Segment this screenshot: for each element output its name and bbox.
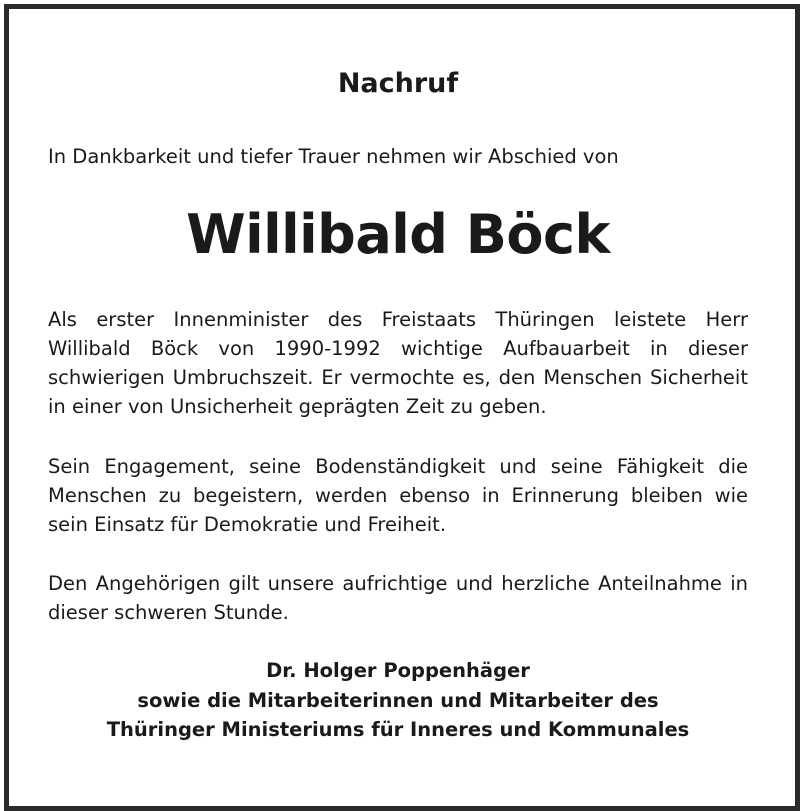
paragraph-line: Den Angehörigen gilt unsere aufrichtige und herzliche Anteilnahme in	[48, 572, 748, 595]
paragraph-line: dieser schweren Stunde.	[48, 601, 289, 624]
paragraph-line: Menschen zu begeistern, werden ebenso in Erinnerung bleiben wie	[48, 484, 748, 507]
paragraph-line: Willibald Böck von 1990-1992 wichtige Aufbauarbeit in dieser	[48, 337, 748, 360]
paragraph-line: Als erster Innenminister des Freistaats Thüringen leistete Herr	[48, 308, 748, 331]
obituary-heading: Nachruf	[337, 68, 459, 99]
paragraph-engagement	[48, 452, 748, 539]
signature-line: Thüringer Ministeriums für Inneres und Kommunales	[106, 718, 690, 741]
intro-text: In Dankbarkeit und tiefer Trauer nehmen wir Abschied von	[48, 145, 619, 168]
paragraph-condolence	[48, 569, 748, 627]
signature-line: Dr. Holger Poppenhäger	[266, 659, 530, 682]
paragraph-line: sein Einsatz für Demokratie und Freiheit.	[48, 513, 447, 536]
paragraph-line: Sein Engagement, seine Bodenständigkeit und seine Fähigkeit die	[48, 455, 748, 478]
paragraph-tribute	[48, 305, 748, 421]
paragraph-line: schwierigen Umbruchszeit. Er vermochte es, den Menschen Sicherheit	[48, 366, 748, 389]
deceased-name: Willibald Böck	[186, 203, 610, 266]
signature-line: sowie die Mitarbeiterinnen und Mitarbeiter des	[137, 688, 659, 712]
signature-block	[48, 656, 748, 745]
paragraph-line: in einer von Unsicherheit geprägten Zeit zu geben.	[48, 395, 547, 418]
